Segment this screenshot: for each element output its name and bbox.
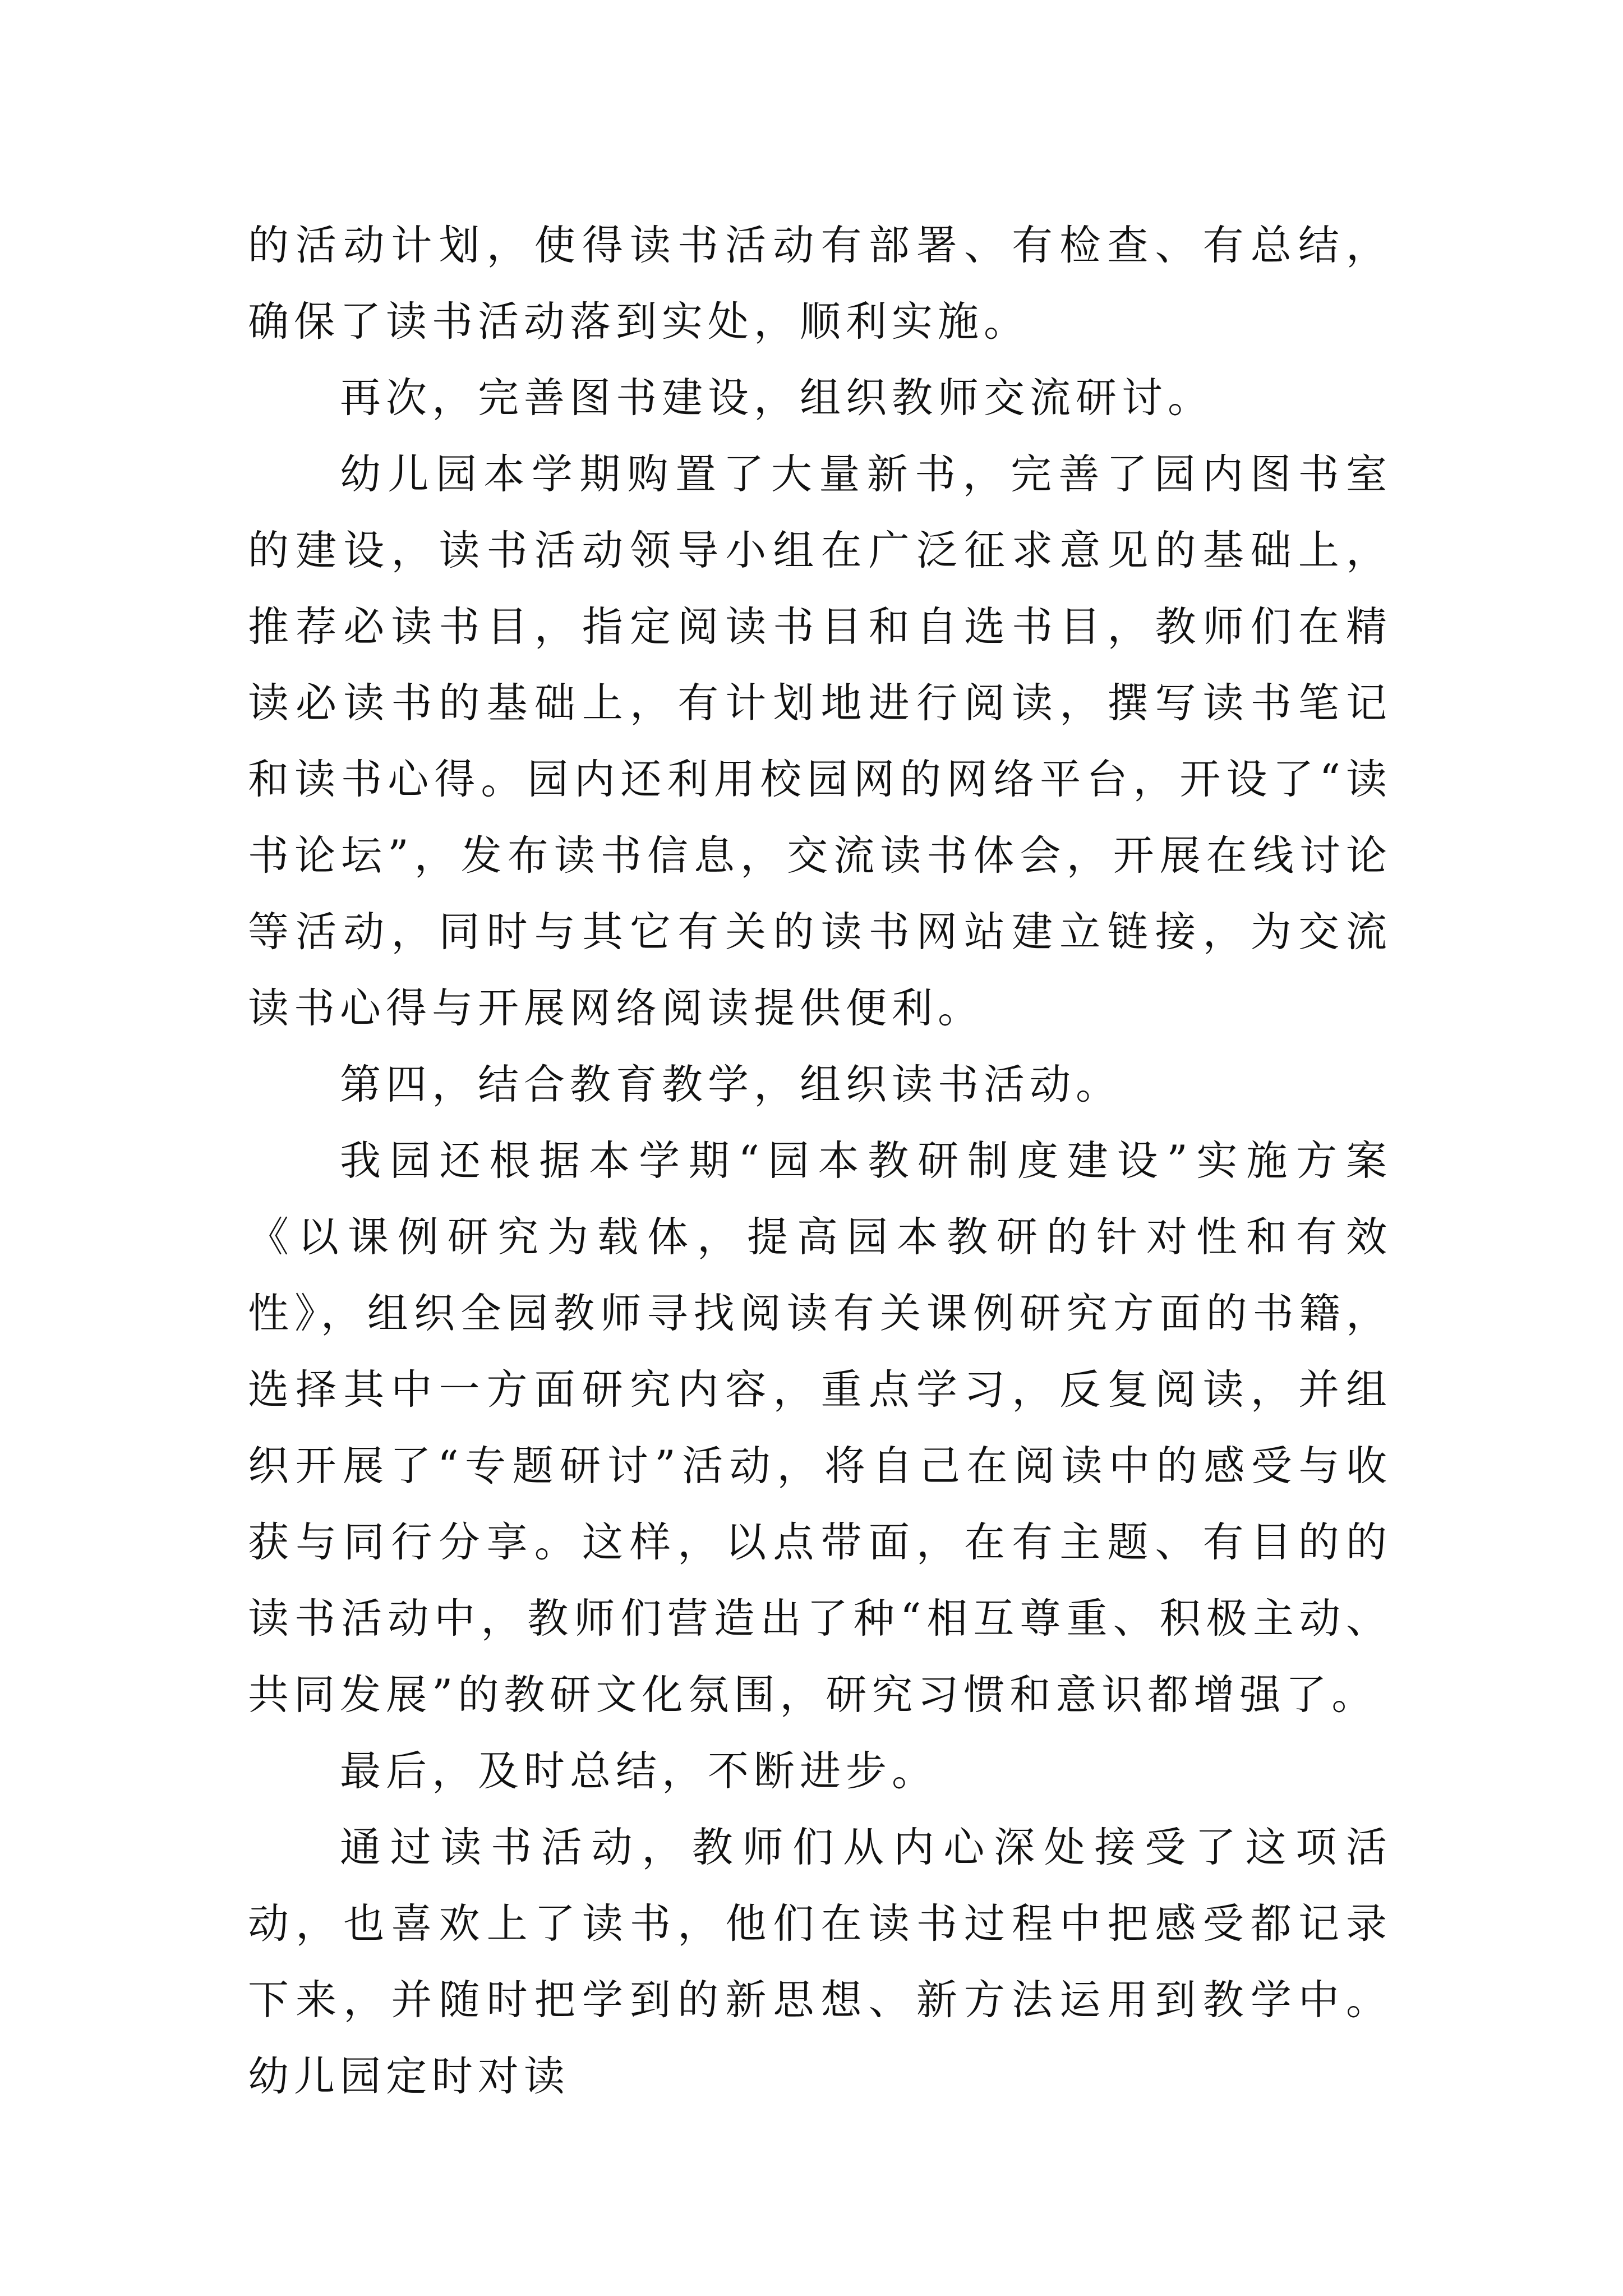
- paragraph-heading-again: 再次，完善图书建设，组织教师交流研讨。: [340, 374, 1214, 422]
- paragraph-summary: 通过读书活动，教师们从内心深处接受了这项活动，也喜欢上了读书，他们在读书过程中把感受都记录下来，并随时把学到的新思想、新方法运用到教学中。幼儿园定时对读: [248, 1824, 1392, 2100]
- paragraph-heading-finally: 最后，及时总结，不断进步。: [340, 1747, 938, 1795]
- document-body: [248, 208, 1392, 2115]
- paragraph-teaching-research: 我园还根据本学期“园本教研制度建设”实施方案《以课例研究为载体，提高园本教研的针对性和有效性》，组织全园教师寻找阅读有关课例研究方面的书籍，选择其中一方面研究内容，重点学习，反复阅读，并组织开展了“专题研讨”活动，将自己在阅读中的感受与收获与同行分享。这样，以点带面，在有主题、有目的的读书活动中，教师们营造出了种“相互尊重、积极主动、共同发展”的教研文化氛围，研究习惯和意识都增强了。: [248, 1137, 1392, 1719]
- paragraph-continuation: 的活动计划，使得读书活动有部署、有检查、有总结，确保了读书活动落到实处，顺利实施。: [248, 222, 1392, 346]
- paragraph-library-building: 幼儿园本学期购置了大量新书，完善了园内图书室的建设，读书活动领导小组在广泛征求意见的基础上，推荐必读书目，指定阅读书目和自选书目，教师们在精读必读书的基础上，有计划地进行阅读，撰写读书笔记和读书心得。园内还利用校园网的网络平台，开设了“读书论坛”，发布读书信息，交流读书体会，开展在线讨论等活动，同时与其它有关的读书网站建立链接，为交流读书心得与开展网络阅读提供便利。: [248, 450, 1392, 1032]
- paragraph-heading-fourth: 第四，结合教育教学，组织读书活动。: [340, 1061, 1122, 1108]
